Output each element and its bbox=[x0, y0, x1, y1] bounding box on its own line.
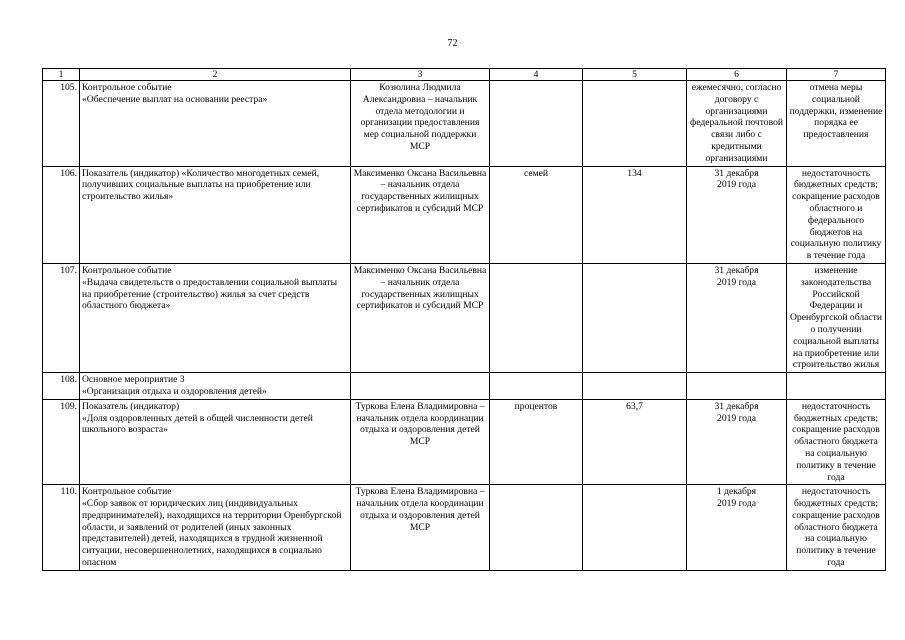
column-header-1: 1 bbox=[43, 69, 80, 81]
row-name: Контрольное событие «Выдача свидетельств о предоставлении социальной выплаты на приобретение (строительство) жилья за счет средств областного бюджета» bbox=[80, 263, 351, 372]
row-deadline: ежемесячно, согласно договору с организациями федеральной почтовой связи либо с кредитными организациями bbox=[687, 81, 787, 167]
row-name: Контрольное событие «Обеспечение выплат на основании реестра» bbox=[80, 81, 351, 167]
row-value: 63,7 bbox=[583, 399, 687, 485]
row-unit bbox=[490, 373, 583, 400]
table-row bbox=[43, 373, 886, 400]
row-responsible: Максименко Оксана Васильевна – начальник отдела государственных жилищных сертификатов и субсидий МСР bbox=[351, 263, 490, 372]
row-unit: процентов bbox=[490, 399, 583, 485]
column-header-6: 6 bbox=[687, 69, 787, 81]
row-name: Основное мероприятие 3 «Организация отдыха и оздоровления детей» bbox=[80, 373, 351, 400]
row-number: 108. bbox=[43, 373, 80, 400]
header-row bbox=[43, 69, 886, 81]
row-risks: недостаточность бюджетных средств; сокращение расходов областного бюджета на социальную политику в течение года bbox=[787, 485, 886, 571]
row-risks: недостаточность бюджетных средств; сокращение расходов областного бюджета на социальную политику в течение года bbox=[787, 399, 886, 485]
row-responsible bbox=[351, 373, 490, 400]
row-responsible: Козюлина Людмила Александровна – начальник отдела методологии и организации предоставления мер социальной поддержки МСР bbox=[351, 81, 490, 167]
row-responsible: Туркова Елена Владимировна – начальник отдела координации отдыха и оздоровления детей МСР bbox=[351, 485, 490, 571]
row-deadline: 31 декабря 2019 года bbox=[687, 399, 787, 485]
table-row bbox=[43, 166, 886, 263]
row-risks bbox=[787, 373, 886, 400]
row-responsible: Туркова Елена Владимировна – начальник отдела координации отдыха и оздоровления детей МСР bbox=[351, 399, 490, 485]
row-unit: семей bbox=[490, 166, 583, 263]
row-value bbox=[583, 485, 687, 571]
row-number: 107. bbox=[43, 263, 80, 372]
row-value bbox=[583, 263, 687, 372]
column-header-7: 7 bbox=[787, 69, 886, 81]
table-row bbox=[43, 263, 886, 372]
row-unit bbox=[490, 81, 583, 167]
column-header-4: 4 bbox=[490, 69, 583, 81]
row-number: 110. bbox=[43, 485, 80, 571]
column-header-2: 2 bbox=[80, 69, 351, 81]
row-risks: изменение законодательства Российской Федерации и Оренбургской области о получении социальной выплаты на приобретение или строительство жилья bbox=[787, 263, 886, 372]
row-name: Показатель (индикатор) «Доля оздоровленных детей в общей численности детей школьного возраста» bbox=[80, 399, 351, 485]
row-deadline: 31 декабря 2019 года bbox=[687, 166, 787, 263]
row-value bbox=[583, 81, 687, 167]
table-row bbox=[43, 81, 886, 167]
row-number: 106. bbox=[43, 166, 80, 263]
row-deadline: 31 декабря 2019 года bbox=[687, 263, 787, 372]
column-header-5: 5 bbox=[583, 69, 687, 81]
table-row bbox=[43, 399, 886, 485]
page-number: 72 bbox=[447, 38, 458, 49]
measures-table bbox=[42, 68, 886, 571]
row-name: Контрольное событие «Сбор заявок от юридических лиц (индивидуальных предпринимателей), находящихся на территории Оренбургской области, и заявлений от родителей (иных законных представителей) детей, находящихся в трудной жизненной ситуации, несовершеннолетних, находящихся в социально опасном bbox=[80, 485, 351, 571]
row-unit bbox=[490, 485, 583, 571]
row-deadline bbox=[687, 373, 787, 400]
row-value: 134 bbox=[583, 166, 687, 263]
row-deadline: 1 декабря 2019 года bbox=[687, 485, 787, 571]
row-risks: недостаточность бюджетных средств; сокращение расходов областного и федерального бюджетов на социальную политику в течение года bbox=[787, 166, 886, 263]
row-risks: отмена меры социальной поддержки, изменение порядка ее предоставления bbox=[787, 81, 886, 167]
row-responsible: Максименко Оксана Васильевна – начальник отдела государственных жилищных сертификатов и субсидий МСР bbox=[351, 166, 490, 263]
row-number: 105. bbox=[43, 81, 80, 167]
row-number: 109. bbox=[43, 399, 80, 485]
row-name: Показатель (индикатор) «Количество многодетных семей, получивших социальные выплаты на приобретение или строительство жилья» bbox=[80, 166, 351, 263]
column-header-3: 3 bbox=[351, 69, 490, 81]
row-value bbox=[583, 373, 687, 400]
row-unit bbox=[490, 263, 583, 372]
table-row bbox=[43, 485, 886, 571]
